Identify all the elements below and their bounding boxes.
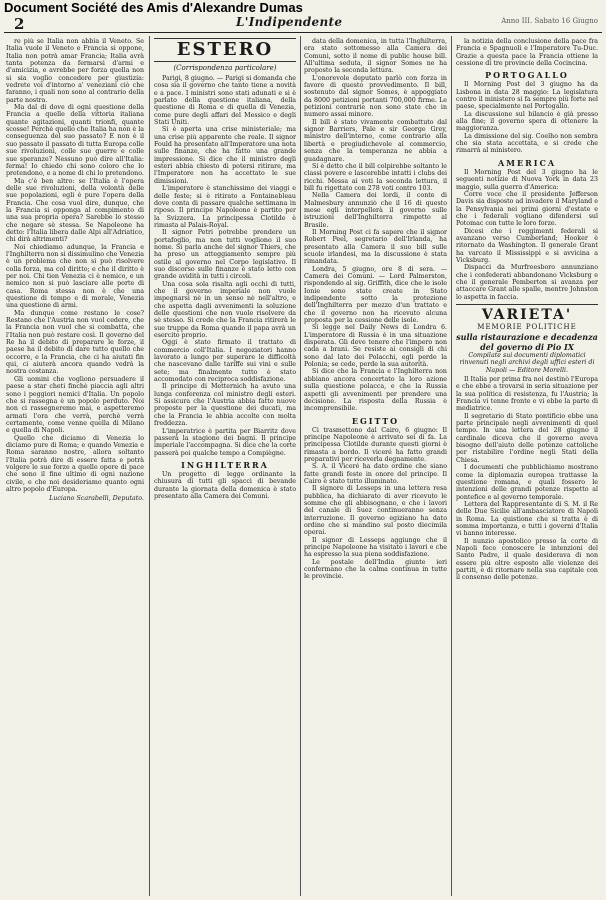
paragraph: Il segretario di Stato pontificio ebbe una parte principale negli avvenimenti di quel tempo. In una lettera del 28 giugno il cardinale diceva che il governo aveva bisogno dell'aiuto delle potenze cattoliche per ristabilire l'ordine negli Stati della Chiesa.	[456, 412, 598, 464]
paragraph: Il Morning Post del 3 giugno ha le seguenti notizie di Nuova York in data 23 maggio, sulla guerra d'America:	[456, 168, 598, 191]
paragraph: Si dice che la Francia e l'Inghilterra non abbiano ancora concertato la loro azione sulla questione polacca, e che la Russia aspetti gli avvenimenti per prendere una decisione. La risposta della Russia è incomprensibile.	[304, 368, 447, 413]
paragraph: Ma dunque come restano le cose? Restano che l'Austria non vuol cedere, che la Francia non vuol che si combatta, che l'Italia non può restare così. Il governo del Re ha il debito di preparare le forze, il paese ha il debito di dare tutto quello che occorre, e la Francia, che ci ha aiutati fin qui, ci aiuterà ancora quando vedrà la nostra costanza.	[6, 309, 144, 376]
paragraph: L'imperatrice è partita per Biarritz dove passerà la stagione dei bagni. Il principe imperiale l'accompagna. Si dice che la corte passerà poi qualche tempo a Compiègne.	[154, 427, 296, 457]
paragraph: Il Italia per prima fra noi destinò l'Europa e che ebbe a trovarsi in seria situazione per la sua politica di resistenza, fu l'Austria; la Francia vi tenne fronte e vi ebbe la parte di mediatrice.	[456, 376, 598, 413]
article-signature: Luciano Scarabelli, Deputato.	[49, 495, 144, 503]
paragraph: La dimissione del sig. Coelho non sembra che sia stata accettata, e si crede che rimarrà al ministero.	[456, 132, 598, 155]
column-1	[6, 38, 144, 894]
subsection-title-america: AMERICA	[497, 157, 557, 168]
paragraph: Il bill è stato vivamente combattuto dal signor Barriers, Pale e sir George Grey, ministro dell'interno, come contrario alla libertà e pregiudichevole al commercio, senza che la temperanza ne abbia a guadagnare.	[304, 118, 447, 163]
paragraph: Si legge nel Daily News di Londra 6. L'imperatore di Russia è in una situazione disperata. Gli deve tenere che l'impero non cada a brani. Se resiste ai consigli di chi sono dal lato dei Polacchi, egli perde la Polonia; se cede, perde la sua autorità.	[304, 324, 447, 369]
paragraph: I documenti che pubblichiamo mostrano come la diplomazia europea trattasse la questione romana, e quali fossero le intenzioni delle grandi potenze rispetto al pontefice e al governo temporale.	[456, 464, 598, 501]
column-divider	[300, 36, 301, 896]
paragraph: Gli uomini che vogliono persuadere il paese a star cheti finchè piaccia agli altri sono i peggiori nemici d'Italia. Un popolo che si rassegna è un popolo perduto. Noi non ci rassegneremo mai, e aspetteremo armati l'ora che verrà, perchè verrà certamente, come venne quella di Milano e quella di Napoli.	[6, 375, 144, 435]
paragraph: L'imperatore è stanchissimo dei viaggi e delle feste; si è ritirato a Fontainebleau dove conta di passare qualche settimana in riposo. Il principe Napoleone è partito per la Svizzera. La principessa Clotilde è rimasta al Palais-Royal.	[154, 185, 296, 229]
paragraph: Il Morning Post del 3 giugno ha da Lisbona in data 28 maggio: La legislatura contro il ministero si fa sempre più forte nel paese, specialmente nel Portogallo.	[456, 81, 598, 111]
paragraph: Dicesi che i reggimenti federali si avanzano verso Cumberland; Hooker è ritornato da Washington. Il generale Grant ha varcato il Mississippì e si avvicina a Vicksburg.	[456, 227, 598, 264]
date-line: Anno III. Sabato 16 Giugno	[501, 17, 598, 25]
paragraph: Si è aperta una crise ministeriale; ma una crise più apparente che reale. Il signor Fould ha presentato all'Imperatore una nota sulle finanze, che ha fatto una grande impressione. Si dice che il ministro degli esteri abbia chiesto di potersi ritirare, ma l'Imperatore non ha accettato le sue dimissioni.	[154, 126, 296, 185]
section-subtitle: (Corrispondenza particolare)	[173, 64, 277, 72]
paragraph: Nella Camera dei lordi, il conte di Malmesbury annunziò che il 16 di questo mese egli interpellerà il governo sulle istruzioni dell'Inghilterra rimpetto al Brasile.	[304, 192, 447, 229]
paragraph: Il Morning Post ci fa sapere che il signor Robert Peel, segretario dell'Irlanda, ha presentato alla Camera il suo bill sulle scuole irlandesi, ma la discussione è stata rimandata.	[304, 228, 447, 266]
subsection-title-egitto: EGITTO	[351, 415, 400, 426]
page-number: 2	[14, 15, 25, 33]
feature-subtitle: MEMORIE POLITICHE	[477, 323, 577, 331]
newspaper-page	[4, 2, 602, 898]
paragraph: Dispacci da Murfreesboro annunziano che i confederati abbandonano Vicksburg e che il generale Pemberton si avanza per attaccare Grant alle spalle, mentre Johnston lo aspetta in faccia.	[456, 264, 598, 301]
subsection-title-inghilterra: INGHILTERRA	[181, 459, 269, 470]
paragraph: Il signor di Lesseps aggiunge che il principe Napoleone ha visitato i lavori e che ha espresso la sua piena soddisfazione.	[304, 536, 447, 559]
paragraph: Si è detto che il bill colpirebbe soltanto le classi povere e lascerebbe intatti i clubs dei ricchi. Messa ai voti la seconda lettura, il bill fu rigettato con 278 voti contro 103.	[304, 162, 447, 192]
paragraph: Il signor Petri potrebbe prendere un portafoglio, ma non tutti vogliono il suo nome. Si parla anche del signor Thiers, che ha preso un atteggiamento sempre più ostile al governo nel Corpo legislativo. Il suo discorso sulle finanze è stato letto con grande avidità in tutti i circoli.	[154, 229, 296, 281]
paragraph: Corre voce che il presidente Jefferson Davis sia disposto ad invadere il Maryland e la Pensylvania nei primi giorni d'estate e che i federali vogliano difendersi sul Potomac con tutte le loro forze.	[456, 190, 598, 228]
masthead	[4, 14, 602, 33]
paragraph: Il signore di Lesseps in una lettera resa pubblica, ha dichiarato di aver ricevuto le somme che gli abbisognano, e che i lavori del canale di Suez continueranno senza interruzione. Il governo egiziano ha dato ordine che si mandino sul posto diecimila operai.	[304, 485, 447, 537]
paragraph: L'onorevole deputato parlò con forza in favore di questo provvedimento. Il bill, sostenuto dal signor Somes, è appoggiato da 8000 petizioni portanti 700,000 firme. Le petizioni contrarie non sono state che in numero assai minore.	[304, 74, 447, 119]
paragraph: Ma dal di dove di ogni questione della Francia a quelle della vittoria italiana quante agitazioni, quanti trionfi, quante scosse! Perchè quello che Italia ha non è la conseguenza del suo passato? E non è il suo passato il passato di tutta Europa colle sue rivoluzioni, colle sue guerre e colle sue speranze? Nessuno può dire all'Italia: ferma! Io chiedo chi sono coloro che lo pretendono, e a nome di chi lo pretendono.	[6, 104, 144, 178]
paragraph: Ci trasmettono dal Cairo, 6 giugno: Il principe Napoleone è arrivato sei dì fa. La principessa Clotilde durante questi giorni è rimasta a bordo. Il viceré ha fatto grandi preparativi per riceverla degnamente.	[304, 426, 447, 463]
column-divider	[149, 36, 150, 896]
paragraph: Un progetto di legge ordinante la chiusura di tutti gli spacci di bevande durante la giornata della domenica è stato presentato alla Camera dei Comuni.	[154, 470, 296, 500]
paragraph: Le postale dell'India giunte ieri confermano che la calma continua in tutte le provincie.	[304, 558, 447, 581]
paper-name: L'Indipendente	[236, 15, 343, 29]
paragraph: Londra, 5 giugno, ore 8 di sera. — Camera dei Comuni. — Lord Palmerston, rispondendo al sig. Griffith, dice che le isole Ionie sono state create in Stato indipendente sotto la protezione dell'Inghilterra per mezzo d'un trattato e che il governo non ha ricevuto alcuna proposta per la cessione delle isole.	[304, 265, 447, 325]
column-divider	[451, 36, 452, 896]
paragraph: la notizia della conclusione della pace fra Francia e Spagnuoli e l'Imperatore Tu-Duc. Grazie a questa pace la Francia ottiene la cessione di tre provincie della Cocincina.	[456, 38, 598, 68]
subsection-title-portogallo: PORTOGALLO	[485, 70, 569, 81]
section-title-estero: ESTERO	[154, 38, 296, 62]
paragraph: Una cosa sola risalta agli occhi di tutti, che il governo imperiale non vuole impegnarsi nè in un senso nè nell'altro, e che aspetta dagli avvenimenti la soluzione delle questioni che non vuole risolvere da sè stesso. Si crede che la Francia ritirerà le sue truppe da Roma quando il papa avrà un esercito proprio.	[154, 280, 296, 340]
feature-tagline: sulla ristaurazione e decadenza del governo di Pio IX	[456, 332, 598, 352]
paragraph: S. A. il Viceré ha dato ordine che siano fatte grandi feste in onore del principe. Il Cairo è stato tutto illuminato.	[304, 463, 447, 485]
column-3	[304, 38, 447, 894]
paragraph: data della domenica, in tutta l'Inghilterra, era stato sottomesso alla Camera dei Comuni, sotto il nome di public house bill. All'ultima seduta, il signor Somes ne ha proposto la seconda lettura.	[304, 38, 447, 75]
paragraph: Oggi è stato firmato il trattato di commercio coll'Italia. I negoziatori hanno lavorato a lungo per superare le difficoltà che nascevano dalle tariffe sui vini e sulle sete; ma finalmente tutto è stato accomodato con reciproca soddisfazione.	[154, 339, 296, 384]
paragraph: Il principe di Metternich ha avuto una lunga conferenza col ministro degli esteri. Si assicura che l'Austria abbia fatto nuove proposte per la questione dei ducati, ma che la Francia le abbia accolte con molta freddezza.	[154, 383, 296, 428]
column-2	[154, 38, 296, 894]
paragraph: Parigi, 8 giugno. — Parigi si domanda che cosa sia il governo che tanto tiene a novità e a pace. I ministri sono stati adunati e si è parlato della questione italiana, della questione di Roma e di quella di Venezia, come pure degli affari del Messico e degli Stati Uniti.	[154, 75, 296, 127]
feature-caption: Compilate sui documenti diplomatici rinvenuti negli archivi degli uffici esteri di Napoli — Editore Morelli.	[459, 352, 595, 374]
paragraph: La discussione sul bilancio è già presso alla fine; il governo spera di ottenere la maggioranza.	[456, 110, 598, 133]
paragraph: Il nunzio apostolico presso la corte di Napoli fece conoscere le intenzioni del Santo Padre, il quale desiderava di non essere più oltre esposto alle violenze dei partiti, e di ritornare nella sua capitale con il consenso delle potenze.	[456, 537, 598, 582]
feature-title-varieta: VARIETA'	[456, 304, 598, 323]
watermark: Document Société des Amis d'Alexandre Dumas	[4, 0, 303, 15]
paragraph: Quello che diciamo di Venezia lo diciamo pure di Roma; e quando Venezia e Roma saranno nostre, allora soltanto l'Italia potrà dire di essere fatta e potrà volgere le sue forze a quelle opere di pace che sono il fine ultimo di ogni nazione civile, e che noi desideriamo quanto ogni altro popolo d'Europa.	[6, 434, 144, 493]
paragraph: re più se Italia non abbia il Veneto. Se Italia vuole il Veneto e Francia si oppone, Italia non potrà amar Francia; Italia avrà tanta potenza da fermarsi d'armi e d'amicizia, e avrebbe per forza quella non si sia voglio concedere per giustizia: vedrete voi d'intorno a' veneziani ciò che faranno, i quali non sono al contrario della parte nostra.	[6, 38, 144, 104]
paragraph: Lettera del Rappresentante di S. M. il Re delle Due Sicilie all'ambasciatore di Napoli in Roma. La quistione che si tratta è di somma importanza, e tutti i governi d'Italia vi hanno interesse.	[456, 500, 598, 538]
paragraph: Ma c'è ben altro: se l'Italia è l'opera delle sue rivoluzioni, della volontà delle sue popolazioni, egli è pure l'opera della Francia. Che cosa vuol dire, dunque, che la Francia si opponga al compimento di una sua propria opera? Sarebbe lo stesso che negare sè stessa. Se Napoleone ha detto: l'Italia libera dalle Alpi all'Adriatico, chi dirà altrimenti?	[6, 177, 144, 244]
column-4	[456, 38, 598, 894]
paragraph: Noi chiediamo adunque, la Francia e l'Inghilterra non si dissimulino che Venezia è un problema che non si può risolvere colla forza, ma col diritto; e che il diritto è per noi. Chi tien Venezia ci è nemico, e un nemico non si può lasciare alle porte di casa. Roma stessa non è che una questione di tempo e di morale, Venezia una questione di armi.	[6, 243, 144, 310]
